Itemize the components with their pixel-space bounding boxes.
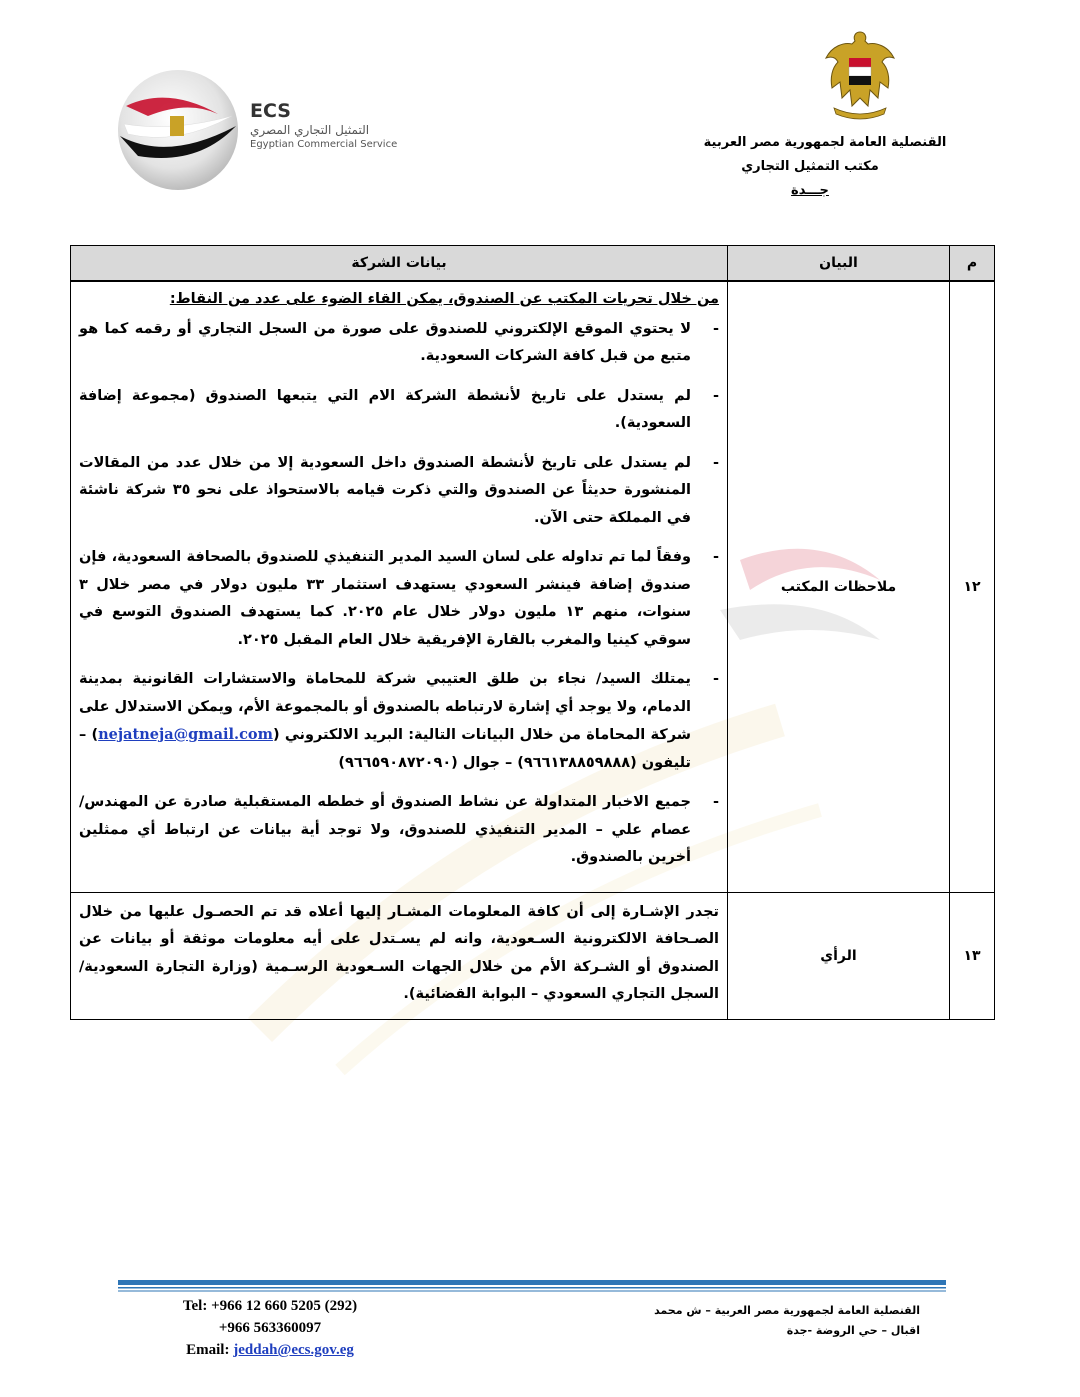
lawyer-email-link[interactable]: nejatneja@gmail.com: [98, 726, 273, 743]
office-notes-cell: [71, 281, 728, 892]
header-company-data: بيانات الشركة: [71, 246, 728, 282]
footer-address-line-2: اقبال – حي الروضة -جدة: [786, 1324, 920, 1337]
consulate-name: القنصلية العامة لجمهورية مصر العربية: [703, 135, 947, 150]
header-number: م: [950, 246, 995, 282]
consulate-heading: [650, 131, 970, 203]
list-item: - وفقاً لما تم تداوله على لسان السيد المدير التنفيذي للصندوق بالصحافة السعودية، فإن صندوق إضافة فينشر السعودي يستهدف استثمار ٣٣ مليون دولار في مصر خلال ٣ سنوات، منهم ١٣ مليون دولار خلال عام ٢٠٢٥. كما يستهدف الصندوق التوسع في سوقي كينيا والمغرب بالقارة الإفريقية خلال العام المقبل ٢٠٢٥.: [79, 549, 719, 648]
ecs-wordmark: [250, 100, 397, 152]
footer-contact: [120, 1295, 420, 1361]
list-item-text: يمتلك السيد/ نجاء بن طلق العتيبي شركة للمحاماة والاستشارات القانونية بمدينة الدمام، ولا يوجد أي إشارة لارتباطه بالصندوق أو بالمجموعة الأم، ويمكن الاستدلال على شركة المحاماة من خلال البيانات التالية: البريد الالكتروني (: [79, 671, 691, 743]
list-item: - لم يستدل على تاريخ لأنشطة الصندوق داخل السعودية إلا من خلال عدد من المقالات المنشورة حديثاً عن الصندوق والتي ذكرت قيامه بالاستحواذ على نحو ٣٥ شركة ناشئة في المملكة حتى الآن.: [79, 454, 719, 526]
table-row: [71, 892, 995, 1019]
list-item: - جميع الاخبار المتداولة عن نشاط الصندوق أو خططه المستقبلية صادرة عن المهندس/ عصام علي – المدير التنفيذي للصندوق، ولا توجد أية بيانات عن ارتباط أي ممثلين أخرين بالصندوق.: [79, 794, 719, 865]
ecs-abbreviation: ECS: [250, 100, 291, 122]
list-item: - لا يحتوي الموقع الإلكتروني للصندوق على صورة من السجل التجاري أو رقمه كما هو متبع من قبل كافة الشركات السعودية.: [79, 320, 719, 364]
footer-divider: [118, 1280, 946, 1296]
footer-tel-1: Tel: +966 12 660 5205 (292): [182, 1298, 358, 1314]
table-header-row: [71, 246, 995, 282]
list-item: - لم يستدل على تاريخ لأنشطة الشركة الام التي يتبعها الصندوق (مجموعة إضافة السعودية).: [79, 387, 719, 431]
footer-tel-2: +966 563360097: [218, 1320, 322, 1336]
ecs-english-name: Egyptian Commercial Service: [250, 139, 398, 150]
list-item: - يمتلك السيد/ نجاء بن طلق العتيبي شركة للمحاماة والاستشارات القانونية بمدينة الدمام، ولا يوجد أي إشارة لارتباطه بالصندوق أو بالمجموعة الأم، ويمكن الاستدلال على شركة المحاماة من خلال البيانات التالية: البريد الالكتروني (nejatneja@gmail.com) – تليفون (٩٦٦١٣٨٨٥٩٨٨٨) – جوال (٩٦٦٥٩٠٨٧٢٠٩٠): [79, 671, 719, 771]
footer-email-label: Email:: [186, 1342, 234, 1358]
notes-intro: من خلال تحريات المكتب عن الصندوق، يمكن القاء الضوء على عدد من النقاط:: [169, 291, 719, 307]
list-item-text: جميع الاخبار المتداولة عن نشاط الصندوق أو خططه المستقبلية صادرة عن المهندس/ عصام علي – المدير التنفيذي للصندوق، ولا توجد أية بيانات عن ارتباط أي ممثلين أخرين بالصندوق.: [79, 794, 691, 865]
egypt-eagle-emblem: [822, 28, 898, 122]
footer-email-link[interactable]: jeddah@ecs.gov.eg: [233, 1342, 354, 1358]
list-item-text: وفقاً لما تم تداوله على لسان السيد المدير التنفيذي للصندوق بالصحافة السعودية، فإن صندوق إضافة فينشر السعودي يستهدف استثمار ٣٣ مليون دولار في مصر خلال ٣ سنوات، منهم ١٣ مليون دولار خلال عام ٢٠٢٥. كما يستهدف الصندوق التوسع في سوقي كينيا والمغرب بالقارة الإفريقية خلال العام المقبل ٢٠٢٥.: [79, 549, 692, 648]
row-item-label: ملاحظات المكتب: [728, 281, 950, 892]
list-item-text: لم يستدل على تاريخ لأنشطة الشركة الام التي يتبعها الصندوق (مجموعة إضافة السعودية).: [79, 387, 691, 431]
footer-address-line-1: القنصلية العامة لجمهورية مصر العربية – ش محمد: [654, 1304, 920, 1317]
opinion-cell: تجدر الإشـارة إلى أن كافة المعلومات المشـار إليها أعلاه قد تم الحصـول عليها من خلال الصـحافة الالكترونية السـعودية، وانه لم يسـتدل على أيه معلومات موثقة أو بيانات عن الصندوق أو الشـركة الأم من خلال الجهات السـعودية الرسـمية (وزارة التجارة السعودية/ السجل التجاري السعودي – البوابة القضائية).: [71, 892, 728, 1019]
row-item-label: الرأي: [728, 892, 950, 1019]
notes-list: [79, 316, 719, 872]
row-number: ١٢: [950, 281, 995, 892]
ecs-arabic-name: التمثيل التجاري المصري: [250, 123, 370, 137]
header-item: البيان: [728, 246, 950, 282]
company-data-table: [70, 245, 995, 1020]
office-name: مكتب التمثيل التجاري: [741, 159, 879, 174]
table-row: [71, 281, 995, 892]
list-item-text: لا يحتوي الموقع الإلكتروني للصندوق على صورة من السجل التجاري أو رقمه كما هو متبع من قبل كافة الشركات السعودية.: [79, 320, 691, 364]
list-item-text: لم يستدل على تاريخ لأنشطة الصندوق داخل السعودية إلا من خلال عدد من المقالات المنشورة حديثاً عن الصندوق والتي ذكرت قيامه بالاستحواذ على نحو ٣٥ شركة ناشئة في المملكة حتى الآن.: [79, 454, 691, 526]
city-name: جـــدة: [791, 183, 829, 198]
footer-email-line: [120, 1339, 420, 1361]
ecs-globe-logo: [108, 66, 248, 196]
list-item-text: ) – تليفون (٩٦٦١٣٨٨٥٩٨٨٨) – جوال (٩٦٦٥٩٠٨٧٢٠٩٠): [79, 727, 691, 771]
footer-address: [600, 1301, 920, 1341]
row-number: ١٣: [950, 892, 995, 1019]
